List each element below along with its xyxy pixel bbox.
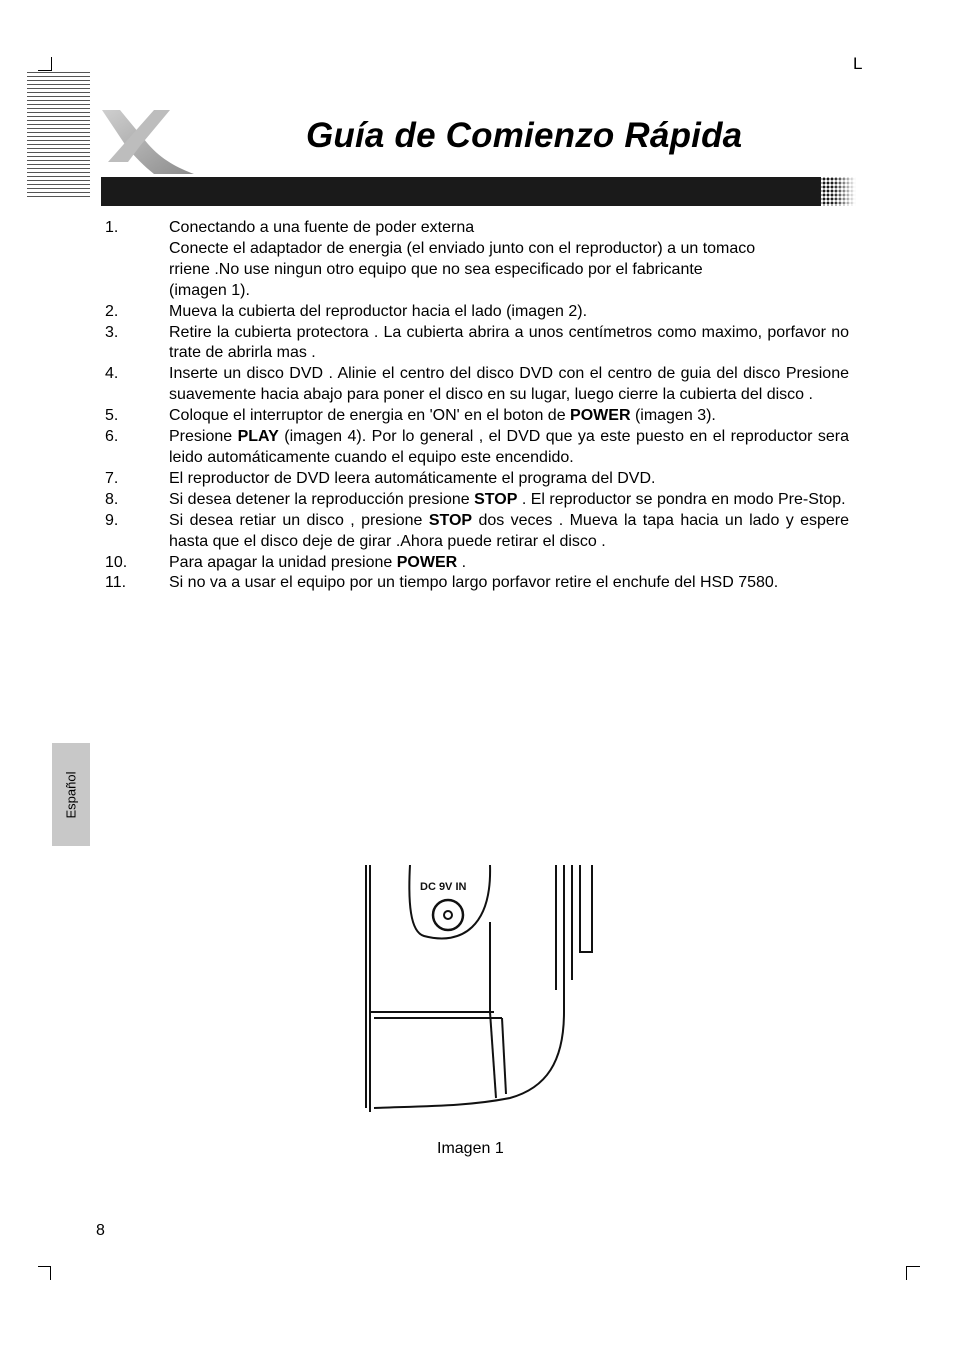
instruction-text xyxy=(169,469,849,490)
corner-mark: L xyxy=(853,54,863,73)
instruction-item xyxy=(105,553,849,574)
instruction-keyword: PLAY xyxy=(237,428,279,446)
instruction-number: 9. xyxy=(105,511,119,529)
instruction-item xyxy=(105,364,849,406)
instruction-fragment: dos veces . Mueva la tapa hacia un lado y espere hasta que el disco deje de girar .Ahora puede retirar el disco . xyxy=(169,511,849,550)
instruction-item xyxy=(105,302,849,323)
crop-mark-top-left-h xyxy=(38,70,52,71)
instruction-item xyxy=(105,427,849,469)
instruction-fragment: Si desea retiar un disco , presione xyxy=(169,511,429,529)
instruction-keyword: POWER xyxy=(396,553,458,571)
instruction-detail-line: Conecte el adaptador de energia (el enviado junto con el reproductor) a un tomaco xyxy=(169,239,756,257)
instruction-number: 7. xyxy=(105,469,119,487)
language-tab-label: Español xyxy=(63,771,79,818)
instructions-list xyxy=(105,218,849,594)
instruction-fragment: Para apagar la unidad presione xyxy=(169,553,397,571)
instruction-item xyxy=(105,511,849,553)
instruction-fragment: Retire la cubierta protectora . La cubierta abrira a unos centímetros como maximo, porfavor no trate de abrirla mas . xyxy=(169,323,849,362)
language-tab xyxy=(52,743,90,846)
instruction-text xyxy=(169,323,849,365)
instruction-item xyxy=(105,490,849,511)
instruction-item xyxy=(105,469,849,490)
instruction-number: 3. xyxy=(105,323,119,341)
instruction-number: 8. xyxy=(105,490,119,508)
instruction-number: 1. xyxy=(105,219,119,236)
instruction-number: 6. xyxy=(105,428,119,446)
instruction-item xyxy=(105,323,849,365)
instruction-keyword: STOP xyxy=(474,490,518,508)
instruction-number: 10. xyxy=(105,553,128,571)
page-number: 8 xyxy=(96,1222,105,1239)
instruction-text xyxy=(169,511,849,553)
instruction-fragment: Coloque el interruptor de energia en 'ON' en el boton de xyxy=(169,407,571,425)
dc-in-label: DC 9V IN xyxy=(420,881,467,893)
instruction-number: 4. xyxy=(105,365,119,383)
instruction-keyword: POWER xyxy=(570,407,631,425)
instruction-item xyxy=(105,406,849,427)
instruction-item xyxy=(105,218,849,302)
header-stripes-decoration xyxy=(27,72,90,200)
instruction-text xyxy=(169,427,849,469)
instruction-text xyxy=(169,573,849,594)
title-bar-dots xyxy=(818,177,856,206)
instruction-item xyxy=(105,573,849,594)
instruction-number: 11. xyxy=(105,574,127,592)
instruction-keyword: STOP xyxy=(428,511,473,529)
instruction-text xyxy=(169,302,849,323)
page-title: Guía de Comienzo Rápida xyxy=(306,116,743,155)
instruction-fragment: Inserte un disco DVD . Alinie el centro del disco DVD con el centro de guia del disco Presione suavemente hacia abajo para poner el disco en su lugar, luego cierre la cubierta del disco . xyxy=(169,365,849,404)
dc-power-jack-icon xyxy=(433,900,463,930)
instruction-text xyxy=(169,406,849,427)
instruction-fragment: Si no va a usar el equipo por un tiempo largo porfavor retire el enchufe del HSD 7580. xyxy=(169,574,779,592)
crop-mark-bottom-right-h xyxy=(906,1266,920,1267)
figure-caption: Imagen 1 xyxy=(437,1140,504,1157)
instruction-text xyxy=(169,364,849,406)
crop-mark-top-left-v xyxy=(51,57,52,71)
instruction-fragment: . xyxy=(457,553,467,571)
instruction-fragment: Mueva la cubierta del reproductor hacia el lado (imagen 2). xyxy=(169,302,588,320)
instruction-fragment: Si desea detener la reproducción presione xyxy=(169,490,475,508)
instruction-number: 5. xyxy=(105,407,119,425)
instruction-fragment: Presione xyxy=(169,428,238,446)
instruction-fragment: El reproductor de DVD leera automáticamente el programa del DVD. xyxy=(169,469,656,487)
instruction-text xyxy=(169,553,849,574)
instruction-text xyxy=(169,218,849,302)
instruction-detail-line: rriene .No use ningun otro equipo que no sea especificado por el fabricante xyxy=(169,260,703,278)
title-bar xyxy=(101,177,821,206)
dvd-player-side-figure xyxy=(350,862,602,1124)
instruction-fragment: . El reproductor se pondra en modo Pre-Stop. xyxy=(517,490,846,508)
instruction-detail-line: (imagen 1). xyxy=(169,281,250,299)
instruction-fragment: (imagen 4). Por lo general , el DVD que ya este puesto en el reproductor sera leido automáticamente cuando el equipo este encendido. xyxy=(169,428,850,466)
instruction-fragment: Conectando a una fuente de poder externa xyxy=(169,219,475,236)
brand-x-logo-icon xyxy=(96,104,196,176)
instruction-text xyxy=(169,490,849,511)
instruction-fragment: (imagen 3). xyxy=(630,407,716,425)
crop-mark-bottom-right-v xyxy=(906,1266,907,1280)
crop-mark-bottom-left-v xyxy=(50,1266,51,1280)
instruction-number: 2. xyxy=(105,302,119,320)
